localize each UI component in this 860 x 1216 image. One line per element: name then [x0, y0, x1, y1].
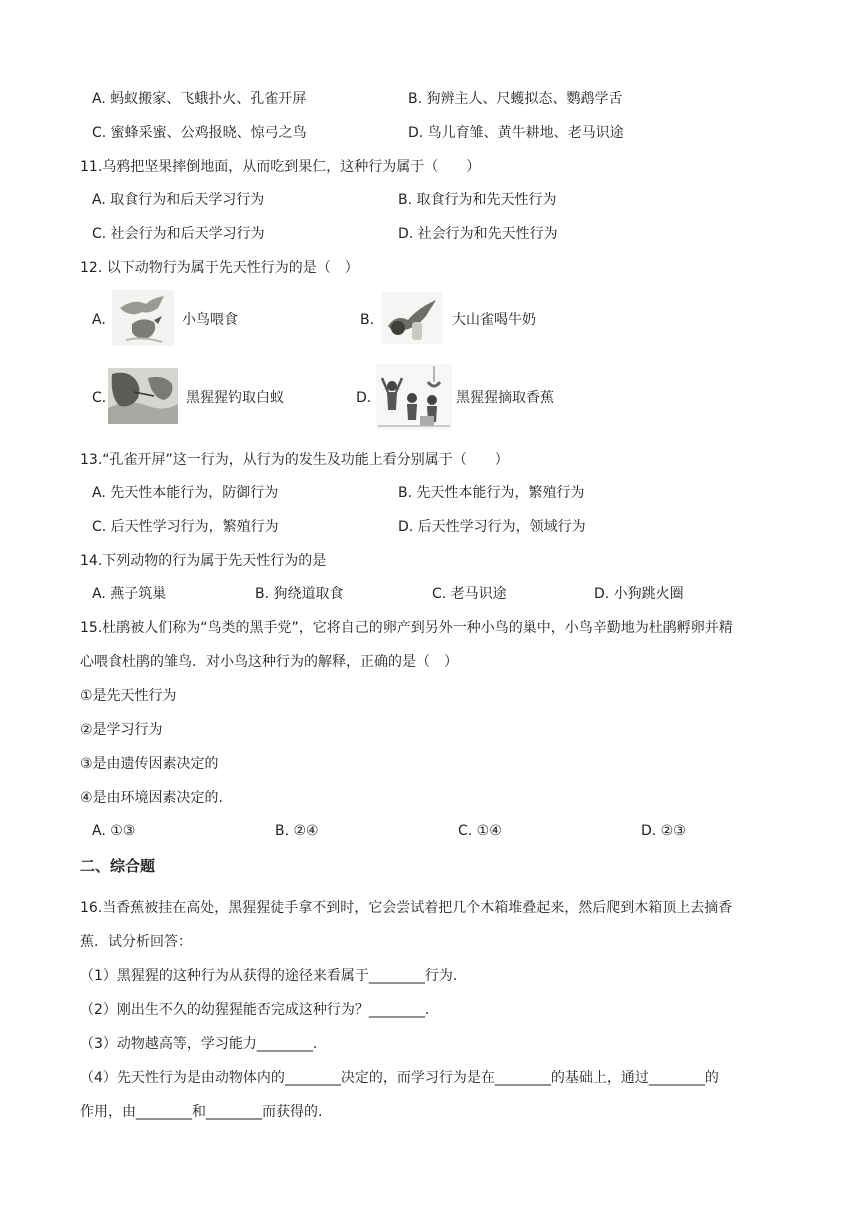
q15-option-b: B. ②④ [275, 823, 319, 839]
q11-option-c: C. 社会行为和后天学习行为 [92, 226, 265, 242]
q15-statement-4: ④是由环境因素决定的. [80, 790, 224, 806]
q13-stem: 13.“孔雀开屏”这一行为，从行为的发生及功能上看分别属于（ ） [80, 452, 509, 468]
q15-stem-line2: 心喂食杜鹃的雏鸟．对小鸟这种行为的解释，正确的是（ ） [80, 654, 458, 670]
great-tit-milk-image [382, 292, 442, 344]
q11-option-a: A. 取食行为和后天学习行为 [92, 192, 265, 208]
q14-option-a: A. 燕子筑巢 [92, 586, 167, 602]
q15-option-a: A. ①③ [92, 823, 136, 839]
q13-option-b: B. 先天性本能行为，繁殖行为 [398, 485, 585, 501]
q12-option-b-letter: B. [360, 312, 375, 328]
q14-option-b: B. 狗绕道取食 [255, 586, 344, 602]
q13-option-a: A. 先天性本能行为，防御行为 [92, 485, 279, 501]
q10-option-d: D. 鸟儿育雏、黄牛耕地、老马识途 [408, 125, 624, 141]
q13-option-c: C. 后天性学习行为，繁殖行为 [92, 519, 279, 535]
q12-option-a-letter: A. [92, 312, 106, 328]
q15-statement-1: ①是先天性行为 [80, 688, 177, 704]
q12-option-c-text: 黑猩猩钓取白蚁 [186, 390, 284, 406]
q16-stem-line1: 16.当香蕉被挂在高处，黑猩猩徒手拿不到时，它会尝试着把几个木箱堆叠起来，然后爬到木箱顶上去摘香 [80, 900, 733, 916]
q12-stem: 12. 以下动物行为属于先天性行为的是（ ） [80, 260, 359, 276]
q10-option-a: A. 蚂蚁搬家、飞蛾扑火、孔雀开屏 [92, 91, 307, 107]
q12-option-d-letter: D. [356, 390, 372, 406]
q16-part-3: （3）动物越高等，学习能力________. [80, 1036, 318, 1052]
q12-option-b-text: 大山雀喝牛奶 [452, 312, 536, 328]
q13-option-d: D. 后天性学习行为，领域行为 [398, 519, 586, 535]
q15-stem-line1: 15.杜鹃被人们称为“鸟类的黑手党”，它将自己的卵产到另外一种小鸟的巢中，小鸟辛勤地为杜鹃孵卵并精 [80, 620, 733, 636]
q15-statement-2: ②是学习行为 [80, 722, 163, 738]
q15-option-d: D. ②③ [641, 823, 686, 839]
q15-statement-3: ③是由遗传因素决定的 [80, 756, 219, 772]
q14-option-c: C. 老马识途 [432, 586, 507, 602]
chimp-termite-image [108, 368, 178, 424]
q14-option-d: D. 小狗跳火圈 [594, 586, 684, 602]
q14-stem: 14.下列动物的行为属于先天性行为的是 [80, 553, 327, 569]
q12-option-d-text: 黑猩猩摘取香蕉 [456, 390, 554, 406]
q16-part-4-line2: 作用，由________和________而获得的. [80, 1104, 323, 1120]
q10-option-c: C. 蜜蜂采蜜、公鸡报晓、惊弓之鸟 [92, 125, 307, 141]
q11-stem: 11.乌鸦把坚果摔倒地面，从而吃到果仁，这种行为属于（ ） [80, 159, 481, 175]
q12-option-a-text: 小鸟喂食 [182, 312, 238, 328]
q15-option-c: C. ①④ [458, 823, 502, 839]
q11-option-d: D. 社会行为和先天性行为 [398, 226, 558, 242]
q16-stem-line2: 蕉．试分析回答： [80, 934, 192, 950]
q16-part-4-line1: （4）先天性行为是由动物体内的________决定的，而学习行为是在________的基础上，通过________的 [80, 1070, 719, 1086]
q11-option-b: B. 取食行为和先天性行为 [398, 192, 557, 208]
q10-option-b: B. 狗辨主人、尺蠖拟态、鹦鹉学舌 [408, 91, 623, 107]
q12-option-c-letter: C. [92, 390, 107, 406]
section-title: 二、综合题 [80, 857, 156, 875]
q16-part-2: （2）刚出生不久的幼猩猩能否完成这种行为？________. [80, 1002, 430, 1018]
bird-feeding-image [112, 290, 174, 346]
q16-part-1: （1）黑猩猩的这种行为从获得的途径来看属于________行为. [80, 968, 458, 984]
chimp-banana-image [376, 364, 452, 430]
